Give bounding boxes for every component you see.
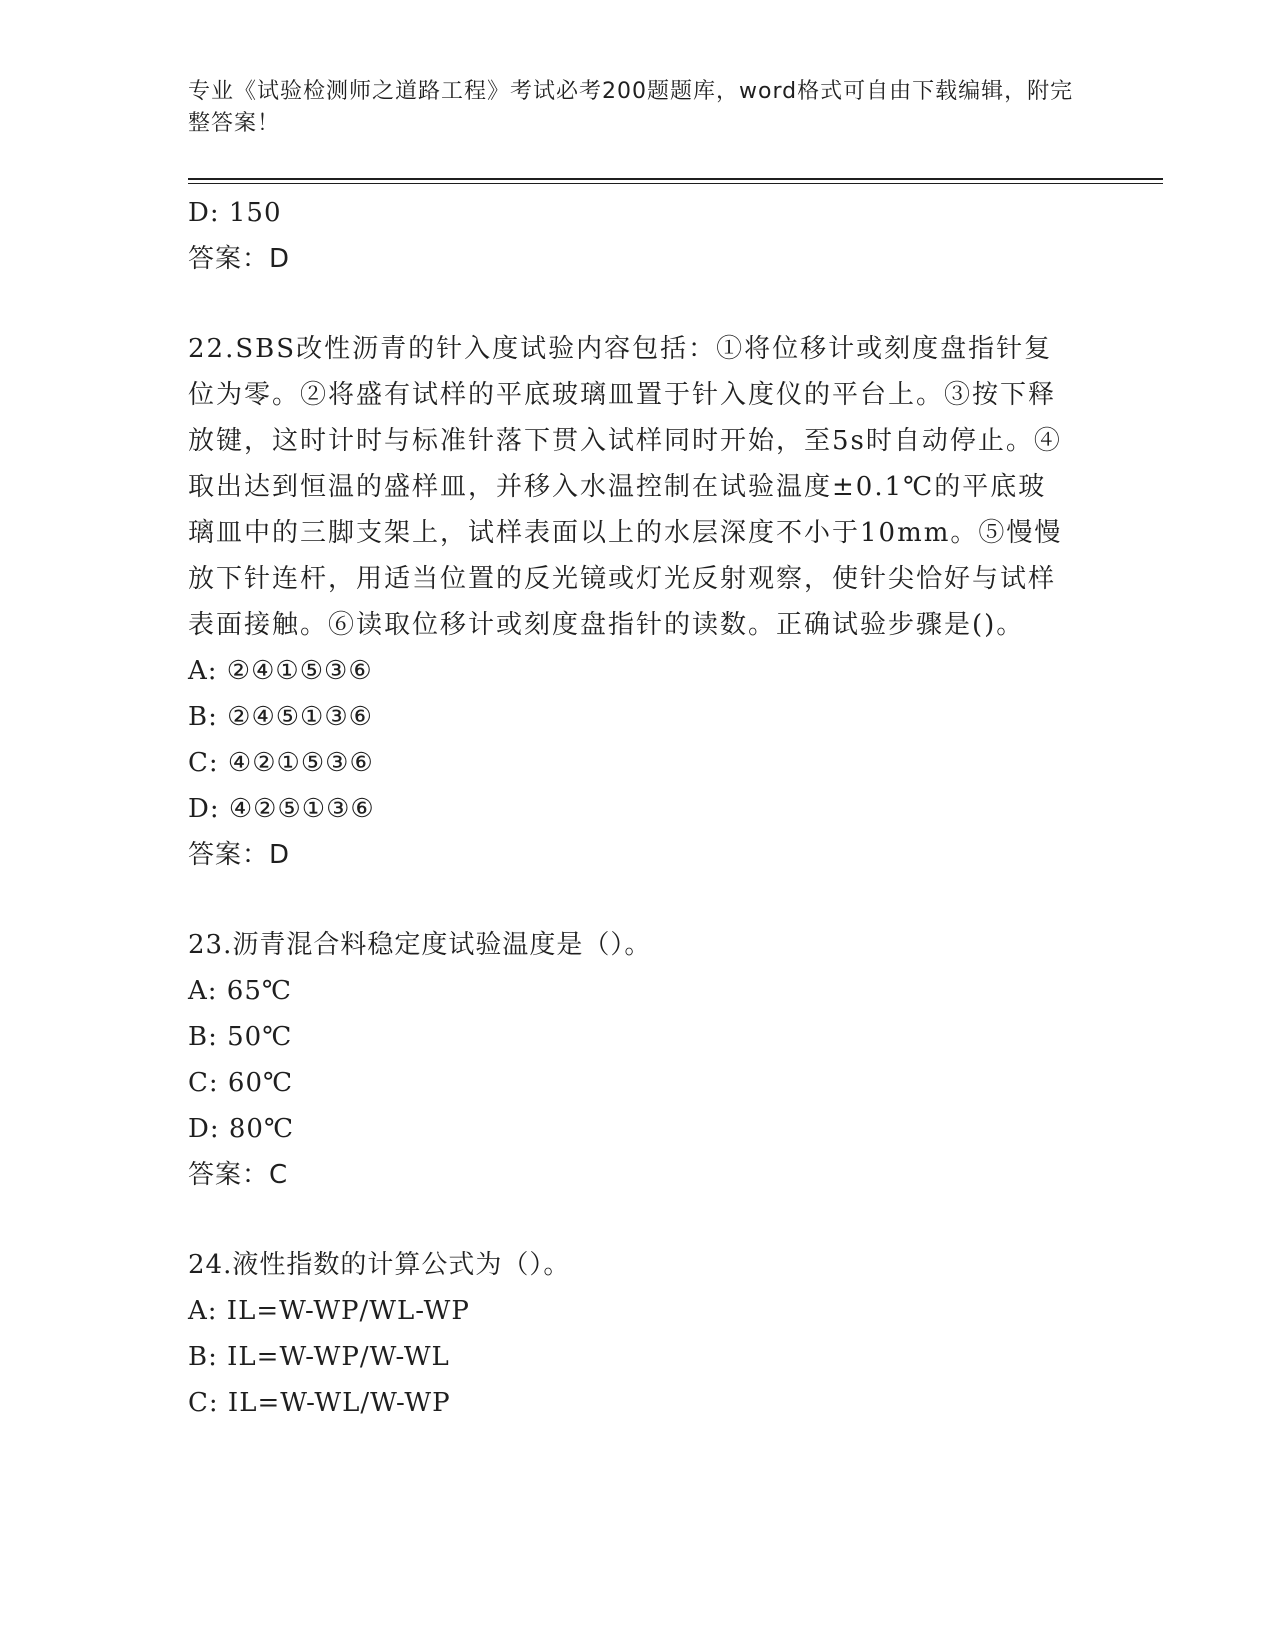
question-22 <box>188 326 1088 878</box>
answer-line: 答案：C <box>188 1160 289 1190</box>
question-stem: 23.沥青混合料稳定度试验温度是（）。 <box>188 930 652 960</box>
question-24 <box>188 1242 1088 1426</box>
option-a: A: 65℃ <box>188 976 292 1006</box>
header-divider-thin <box>188 183 1163 184</box>
option-a: A: ②④①⑤③⑥ <box>188 656 373 686</box>
option-c: C: ④②①⑤③⑥ <box>188 748 374 778</box>
spacer <box>188 282 1088 326</box>
question-23 <box>188 922 1088 1198</box>
option-b: B: 50℃ <box>188 1022 293 1052</box>
option-c: C: 60℃ <box>188 1068 294 1098</box>
spacer <box>188 1198 1088 1242</box>
spacer <box>188 878 1088 922</box>
option-b: B: IL=W-WP/W-WL <box>188 1342 450 1372</box>
answer-line: 答案：D <box>188 840 291 870</box>
option-a: A: IL=W-WP/WL-WP <box>188 1296 470 1326</box>
question-stem: 24.液性指数的计算公式为（）。 <box>188 1250 571 1280</box>
header-divider-thick <box>188 178 1163 180</box>
option-c: C: IL=W-WL/W-WP <box>188 1388 451 1418</box>
option-d: D: 80℃ <box>188 1114 295 1144</box>
document-body <box>188 190 1088 1426</box>
option-d: D: 150 <box>188 198 282 228</box>
answer-line: 答案：D <box>188 244 291 274</box>
question-stem: 22.SBS改性沥青的针入度试验内容包括：①将位移计或刻度盘指针复位为零。②将盛有试样的平底玻璃皿置于针入度仪的平台上。③按下释放键，这时计时与标准针落下贯入试样同时开始，至5s时自动停止。④取出达到恒温的盛样皿，并移入水温控制在试验温度±0.1℃的平底玻璃皿中的三脚支架上，试样表面以上的水层深度不小于10mm。⑤慢慢放下针连杆，用适当位置的反光镜或灯光反射观察，使针尖恰好与试样表面接触。⑥读取位移计或刻度盘指针的读数。正确试验步骤是()。 <box>188 334 1063 640</box>
option-b: B: ②④⑤①③⑥ <box>188 702 373 732</box>
option-d: D: ④②⑤①③⑥ <box>188 794 375 824</box>
document-header: 专业《试验检测师之道路工程》考试必考200题题库，word格式可自由下载编辑，附完整答案！ <box>188 79 1074 136</box>
